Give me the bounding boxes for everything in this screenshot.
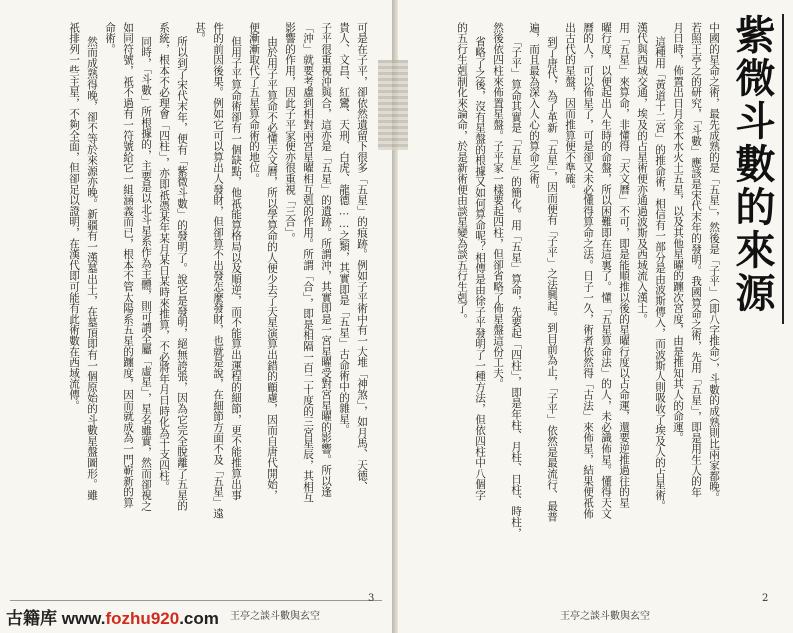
site-watermark	[6, 604, 219, 629]
text-column: 的五行生剋制化來論命，於是新術便由談星變為談五行生剋了。	[456, 22, 468, 325]
text-column: 遍，而且最為深入人心的算命之術。	[528, 22, 540, 195]
text-column: 系統，根本不必理會「四柱」，亦即祇憑某年某月某日某時來推算，不必將年月日時化為干支四柱。	[158, 22, 170, 492]
watermark-prefix: 古籍库 www.	[6, 609, 106, 628]
text-column: 貴人、文昌、紅鸞、天刑、白虎、龍德……之類，其實即是「五星」古命術中的雜星。	[338, 22, 350, 436]
text-column: 祇排列一些主星，不夠全面，但卻足以證明，在漢代即可能有此術數在西域流傳。	[68, 22, 80, 411]
watermark-highlight: fozhu920	[105, 609, 180, 628]
text-column: 子平很重視沖與合，這亦是「五星」的遺跡。所謂沖，其實即是一宮星曜受對宮星曜的影響。所以逢	[320, 22, 332, 498]
text-column: 可是在子平，卻依然遺留下很多「五星」的痕跡。例如子平術中有一大堆「神煞」，如月馬、天德、	[356, 22, 368, 492]
text-column: 所以到了宋代末年，便有「紫微斗數」的發明了。說它是發明，絕無誇張，因為它完全脫離了五星的	[176, 36, 188, 512]
text-column: 件的前因後果。例如它可以算出人發財，但卻算不出發怎麼發財，也就是說，在細節方面不及「五星」遠	[212, 22, 224, 519]
text-column: 甚。	[194, 22, 206, 44]
text-column: 由於用子平算命不必懂天文曆，所以學算命的人便少去了天星演算出錯的顧慮，因而自唐代開始，	[266, 36, 278, 501]
text-column: 漢代與西域交通，埃及的占星術便亦通過波斯及西域流入漢土。	[636, 22, 648, 325]
text-column: 然而成熟得晚，卻不等於來源亦晚。新疆有一漢墓出土，在墓頂即有一個原始的斗數星盤圖形。雖	[86, 36, 98, 501]
title-rule	[782, 14, 784, 324]
left-page-footer: 王亭之談斗數與玄空	[230, 611, 320, 622]
text-column: 月日時，佈置出日月金木水火土五星，以及其他星曜的躔次宮度，由是推知其人的命運。	[672, 22, 684, 444]
text-column: 「子平」算命其實是「五星」的簡化。用「五星」算命，先要起「四柱」，即是年柱、月柱、日柱、時柱，	[510, 36, 522, 539]
right-page-footer: 王亭之談斗數與玄空	[560, 611, 650, 622]
text-column: 便漸漸取代了五星算命術的地位。	[248, 22, 260, 184]
text-column: 曆的人，可以佈星了，可是卻又未必懂得算命之法。日子一久，術者依然得「古法」來佈星，結果便祇佈	[582, 22, 594, 519]
text-column: 但用子平算命術卻有一個缺點，他祇能算格局以及順逆，而不能算出運程的細節，更不能推算出事	[230, 36, 242, 501]
text-column: 用「五星」來算命，非懂得「天文曆」不可，即是能順推以後的星曜行度以占命運，還要逆推過往的星	[618, 22, 630, 508]
text-column: 「沖」就要考慮到相對兩宮星曜相互剋的作用。所謂「合」，即是相隔一百二十度的三宮星辰，其相互	[302, 22, 314, 503]
text-column: 影響的作用，因此子平家便亦很重視「三合」。	[284, 22, 296, 244]
watermark-suffix: .com	[179, 609, 219, 628]
text-column: 如同符號，祇不過有一符號給它一組涵義而已，根本不管太陽系五星的躔度，因而就成為一門嶄新的算	[122, 22, 134, 508]
text-column: 出古代的星盤，因而推算便不準確。	[564, 22, 576, 195]
seal-stamp-mark	[378, 60, 408, 150]
text-column: 省略了之後，沒有星盤的根據又如何算命呢？相傳是由徐子平發明了一種方法，但依四柱中八個字	[474, 36, 486, 501]
text-column: 同時，「斗數」所根據的，主要是以北斗星系作為主體，則可謂全屬「虛星」，星名雖實，然而卻視之	[140, 36, 152, 512]
text-column: 然後依四柱來佈置星盤。子平家一樣要起四柱，但卻省略了佈星盤這份工夫。	[492, 22, 504, 390]
text-column: 曜行度，以便起出人生時的命盤，所以困難即在這裏了。懂「五星算命法」的人，未必識佈星。懂得天文	[600, 22, 612, 519]
text-column: 到了唐代，為了革新「五星」，因而便有「子平」之法興起。到目前為止，「子平」依然是最流行、最普	[546, 36, 558, 523]
right-page-number: 2	[762, 593, 769, 604]
text-column: 若照王亭之的研究，「斗數」應該是宋代末年的發明。我國算命之術，先用「五星」，即是用生人的年	[690, 22, 702, 498]
left-page-number: 3	[368, 593, 375, 604]
chapter-title: 紫微斗數的來源	[729, 14, 776, 315]
text-column: 命術。	[104, 22, 116, 55]
text-column: 中國的星命之術，最先成熟的是「五星」，然後是「子平」（即八字推命），斗數的成熟則比兩家都晚。	[708, 22, 720, 503]
footer-rule	[10, 600, 382, 601]
left-page	[0, 0, 392, 633]
text-column: 這種用「黃道十二宮」的推命術，相信有一部分是由波斯傳入，而波斯人則吸收了埃及人的占星術。	[654, 36, 666, 512]
